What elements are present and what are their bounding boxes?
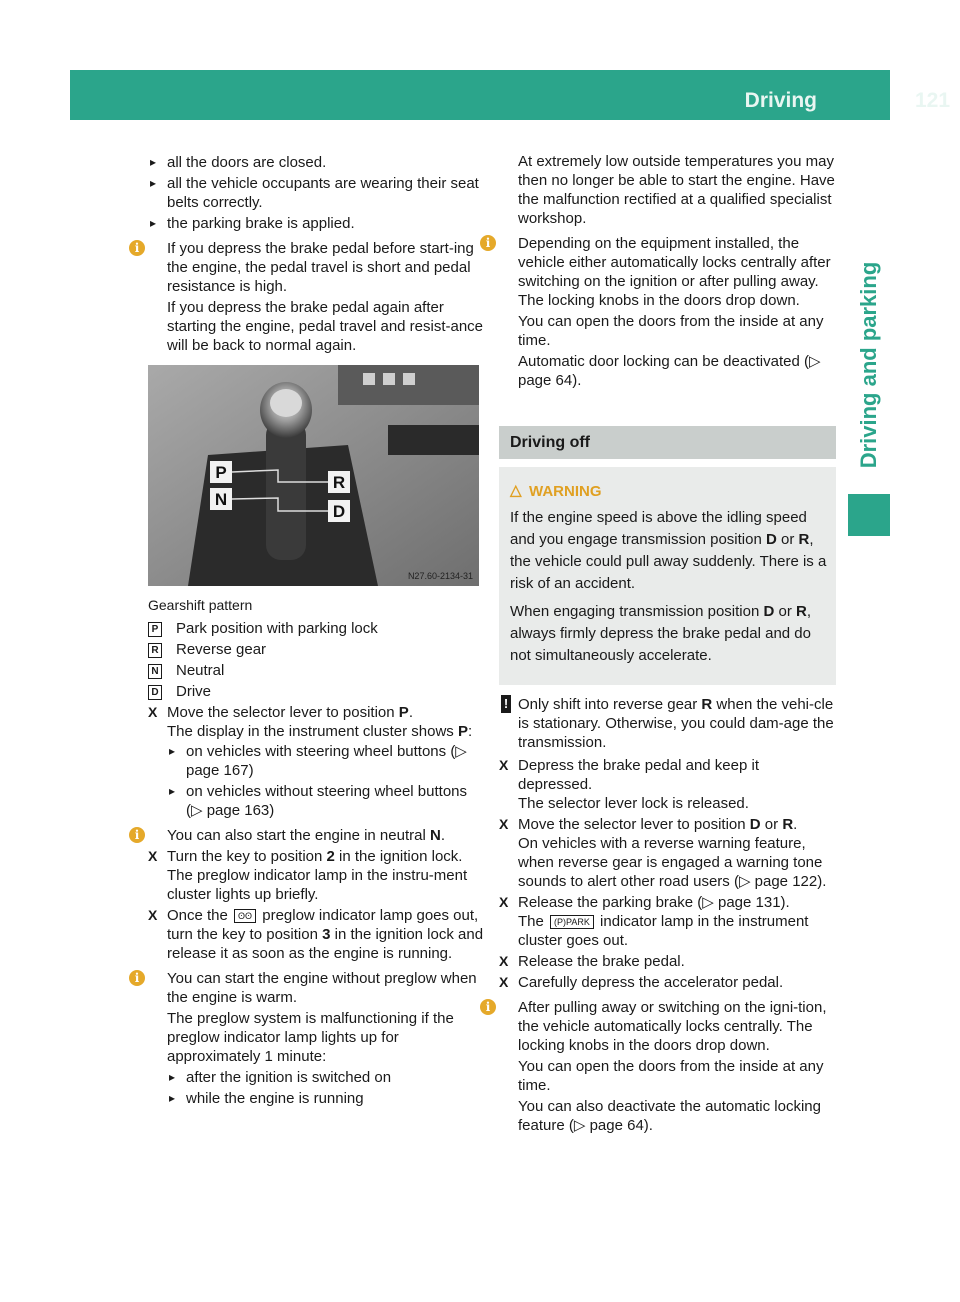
info-icon: i <box>129 827 145 843</box>
key-r-icon: R <box>148 643 162 658</box>
notice-note <box>499 695 836 752</box>
info-note <box>134 826 484 845</box>
info-icon: i <box>480 999 496 1015</box>
step-bold: P <box>398 704 409 721</box>
legend-item <box>148 682 484 701</box>
step-text: . <box>408 704 413 721</box>
info-bold: N <box>429 827 441 844</box>
list-item: ▸ after the ignition is switched on <box>167 1068 484 1087</box>
info-text: If you depress the brake pedal before start-ing the engine, the pedal travel is short and pedal resistance is high. <box>167 240 474 295</box>
warning-text <box>510 507 828 595</box>
legend-text: Drive <box>176 683 212 700</box>
notice-text: when the vehi-cle is stationary. Otherwise, you could dam-age the transmission. <box>518 696 834 751</box>
header-bar <box>70 70 951 120</box>
step-text: indicator lamp in the instrument cluster goes out. <box>518 913 809 949</box>
step-text: in the ignition lock and release it as soon as the engine is running. <box>167 926 484 962</box>
step-text: Release the brake pedal. <box>518 953 685 970</box>
header-divider <box>902 70 905 120</box>
side-tab-label: Driving and parking <box>856 261 881 469</box>
exclamation-icon: ! <box>501 695 511 713</box>
step-bold: 3 <box>322 926 331 943</box>
preglow-icon: ʘʘ <box>234 909 256 923</box>
warning-span: or <box>776 531 799 548</box>
gearshift-illustration <box>148 365 479 586</box>
step-text: The preglow indicator lamp in the instru-ment cluster lights up briefly. <box>167 867 468 903</box>
instruction-step <box>499 973 836 992</box>
instruction-step <box>148 847 484 904</box>
key-p-icon: P <box>148 622 162 637</box>
key-d-icon: D <box>148 685 162 700</box>
instruction-step <box>499 893 836 950</box>
info-text: You can start the engine without preglow when the engine is warm. <box>167 970 477 1006</box>
info-icon: i <box>129 240 145 256</box>
step-marker-icon: X <box>499 953 509 969</box>
chapter-title: Driving <box>744 89 817 112</box>
gearshift-photo <box>148 365 479 586</box>
parking-brake-icon: (P)PARK <box>550 915 594 929</box>
instruction-step <box>499 756 836 813</box>
continued-text: At extremely low outside temperatures you may then no longer be able to start the engine. Have the malfunction rectified at a qualified specialist workshop. <box>518 153 835 227</box>
step-text: The <box>518 913 549 930</box>
info-text: The preglow system is malfunctioning if the preglow indicator lamp lights up for approximately 1 minute: <box>167 1010 454 1065</box>
warning-bold: D <box>763 603 775 620</box>
warning-bold: R <box>796 603 807 620</box>
step-marker-icon: X <box>499 974 509 990</box>
side-tab-marker <box>848 494 890 536</box>
info-icon: i <box>129 970 145 986</box>
list-item: ▸ on vehicles with steering wheel buttons (▷ page 167) <box>167 742 484 780</box>
legend-item <box>148 661 484 680</box>
instruction-step <box>499 815 836 891</box>
side-tab <box>848 250 890 480</box>
info-note <box>134 969 484 1108</box>
step-text: in the ignition lock. <box>334 848 463 865</box>
legend-item <box>148 619 484 638</box>
warning-text <box>510 601 828 667</box>
step-text: Move the selector lever to position <box>518 816 750 833</box>
list-item: ▸ the parking brake is applied. <box>148 214 484 233</box>
figure-caption: Gearshift pattern <box>148 597 253 613</box>
label-p: P <box>215 463 227 482</box>
list-item: ▸ all the doors are closed. <box>148 153 484 172</box>
info-text: You can open the doors from the inside at any time. <box>518 1058 824 1094</box>
step-marker-icon: X <box>148 704 158 720</box>
notice-bold: R <box>701 696 713 713</box>
step-bold: 2 <box>326 848 335 865</box>
step-marker-icon: X <box>148 907 158 923</box>
step-text: Release the parking brake (▷ page 131). <box>518 894 790 911</box>
step-text: : <box>467 723 473 740</box>
info-text: You can open the doors from the inside at any time. <box>518 313 824 349</box>
legend-text: Neutral <box>176 662 225 679</box>
info-text: Automatic door locking can be deactivated (▷ page 64). <box>518 353 821 389</box>
instruction-step <box>499 952 836 971</box>
info-text: You can also deactivate the automatic locking feature (▷ page 64). <box>518 1098 821 1134</box>
legend-text: Reverse gear <box>176 641 267 658</box>
step-text: preglow indicator lamp goes out, turn the key to position <box>167 907 479 943</box>
section-title: Driving off <box>499 426 836 459</box>
warning-label: WARNING <box>529 483 602 500</box>
step-marker-icon: X <box>499 816 509 832</box>
info-note <box>134 239 484 355</box>
step-marker-icon: X <box>499 894 509 910</box>
step-text: The selector lever lock is released. <box>518 795 749 812</box>
step-bold: R <box>782 816 794 833</box>
list-item: ▸ on vehicles without steering wheel buttons (▷ page 163) <box>167 782 484 820</box>
info-text: If you depress the brake pedal again after starting the engine, pedal travel and resist-ance will be back to normal again. <box>167 299 484 354</box>
warning-box <box>499 467 836 685</box>
step-bold: D <box>749 816 761 833</box>
step-marker-icon: X <box>499 757 509 773</box>
key-n-icon: N <box>148 664 162 679</box>
label-d: D <box>332 502 346 521</box>
step-text: Move the selector lever to position <box>167 704 399 721</box>
step-text: The display in the instrument cluster shows <box>167 723 458 740</box>
label-n: N <box>214 490 228 509</box>
warning-span: , always firmly depress the brake pedal and do not simultaneously accelerate. <box>510 603 812 664</box>
left-column <box>134 152 484 1110</box>
list-item: ▸ while the engine is running <box>167 1089 484 1108</box>
instruction-step <box>148 703 484 820</box>
warning-triangle-icon: △ <box>510 482 522 499</box>
photo-code: N27.60-2134-31 <box>407 571 473 581</box>
step-text: or <box>760 816 783 833</box>
notice-text: Only shift into reverse gear <box>518 696 702 713</box>
step-text: Turn the key to position <box>167 848 327 865</box>
step-text: On vehicles with a reverse warning feature, when reverse gear is engaged a warning tone sounds to alert other road users (▷ page 122). <box>518 835 827 890</box>
warning-span: If the engine speed is above the idling speed and you engage transmission position <box>510 509 807 548</box>
right-column <box>485 152 836 1137</box>
list-item: ▸ all the vehicle occupants are wearing their seat belts correctly. <box>148 174 484 212</box>
warning-span: When engaging transmission position <box>510 603 764 620</box>
info-note <box>485 234 836 390</box>
page-number: 121 <box>915 89 951 112</box>
info-text: Depending on the equipment installed, the vehicle either automatically locks centrally after switching on the ignition or after pulling away. The locking knobs in the doors drop down. <box>518 235 831 309</box>
instruction-step <box>148 906 484 963</box>
warning-bold: R <box>798 531 810 548</box>
warning-span: or <box>774 603 797 620</box>
info-text: . <box>440 827 445 844</box>
info-note <box>485 998 836 1135</box>
step-marker-icon: X <box>148 848 158 864</box>
step-bold: P <box>457 723 468 740</box>
step-text: Carefully depress the accelerator pedal. <box>518 974 784 991</box>
step-text: Depress the brake pedal and keep it depressed. <box>518 757 759 793</box>
step-text: Once the <box>167 907 233 924</box>
step-text: . <box>793 816 798 833</box>
warning-title <box>510 481 828 503</box>
info-text: You can also start the engine in neutral <box>167 827 430 844</box>
warning-span: , the vehicle could pull away suddenly. There is a risk of an accident. <box>510 531 827 592</box>
info-text: After pulling away or switching on the igni-tion, the vehicle automatically locks centrally. The locking knobs in the doors drop down. <box>518 999 827 1054</box>
legend-item <box>148 640 484 659</box>
legend-text: Park position with parking lock <box>176 620 378 637</box>
warning-bold: D <box>766 531 777 548</box>
label-r: R <box>332 473 346 492</box>
info-icon: i <box>480 235 496 251</box>
